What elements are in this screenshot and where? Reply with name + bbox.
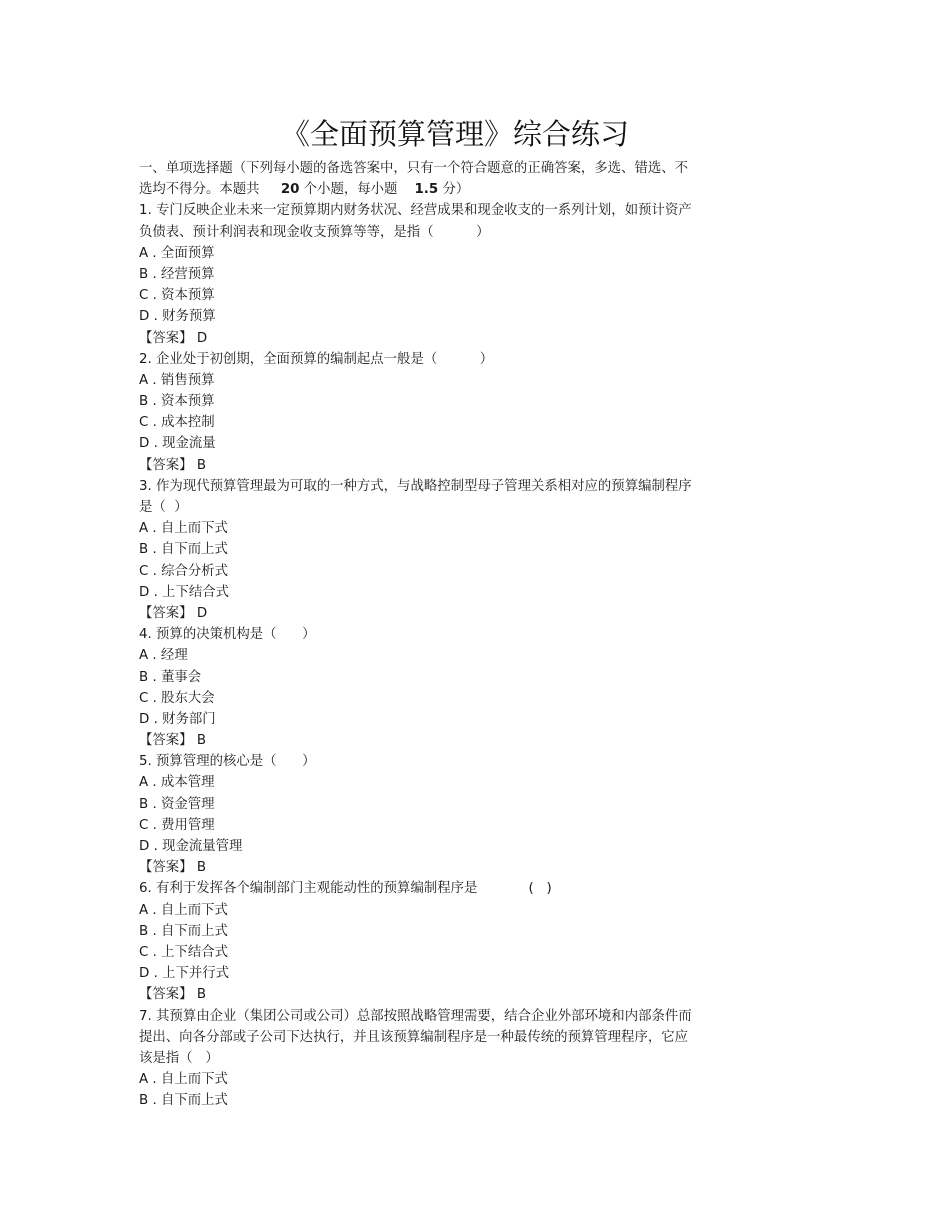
answer-line: 【答案】 D [139,605,208,621]
option-line: C . 股东大会 [139,690,215,706]
option-line: D . 上下并行式 [139,966,230,982]
question-line: 4. 预算的决策机构是（ ） [139,627,316,643]
question-score: 1.5 [414,182,439,198]
option-line: C . 综合分析式 [139,563,229,579]
option-line: A . 销售预算 [139,372,215,388]
question-line: 1. 专门反映企业未来一定预算期内财务状况、经营成果和现金收支的一系列计划，如预计资产 [139,203,692,219]
answer-line: 【答案】 B [139,457,207,473]
option-line: B . 经营预算 [139,266,215,282]
option-line: D . 现金流量 [139,436,216,452]
option-line: A . 自上而下式 [139,902,228,918]
option-line: C . 成本控制 [139,415,215,431]
question-count: 20 [280,182,300,198]
document-body [139,158,745,1111]
section-text-a: 选均不得分。本题共 [139,182,260,198]
option-line: C . 上下结合式 [139,944,229,960]
question-line: 5. 预算管理的核心是（ ） [139,754,316,770]
answer-line: 【答案】 B [139,860,207,876]
document-title: 《全面预算管理》综合练习 [280,117,629,151]
option-line: D . 上下结合式 [139,584,230,600]
answer-line: 【答案】 D [139,330,208,346]
question-line: 2. 企业处于初创期，全面预算的编制起点一般是（ ） [139,351,494,367]
option-line: A . 全面预算 [139,245,215,261]
question-continuation-line: 负债表、预计利润表和现金收支预算等等，是指（ ） [139,224,490,240]
option-line: B . 自下而上式 [139,923,228,939]
section-text-c: 分） [442,182,470,198]
section-heading-line-1: 一、单项选择题（下列每小题的备选答案中，只有一个符合题意的正确答案，多选、错选、不 [139,161,689,176]
question-continuation-line: 提出、向各分部或子公司下达执行，并且该预算编制程序是一种最传统的预算管理程序，它应 [139,1029,689,1045]
option-line: D . 财务部门 [139,711,216,727]
option-line: A . 自上而下式 [139,1072,228,1088]
question-continuation-line: 是（ ） [139,500,188,515]
option-line: A . 经理 [139,648,188,664]
answer-line: 【答案】 B [139,733,207,749]
answer-line: 【答案】 B [139,987,207,1003]
question-line: 3. 作为现代预算管理最为可取的一种方式，与战略控制型母子管理关系相对应的预算编制程序 [139,478,692,494]
section-heading-line-2 [139,179,745,200]
option-line: B . 自下而上式 [139,1093,228,1109]
question-line: 6. 有利于发挥各个编制部门主观能动性的预算编制程序是 ( ) [139,881,552,897]
section-text-b: 个小题，每小题 [303,182,398,198]
option-line: D . 财务预算 [139,309,216,325]
option-line: B . 资本预算 [139,394,215,410]
option-line: C . 资本预算 [139,288,215,304]
option-line: B . 董事会 [139,669,202,685]
option-line: C . 费用管理 [139,817,215,833]
option-line: B . 资金管理 [139,796,215,812]
question-list [139,200,745,1111]
question-line: 7. 其预算由企业（集团公司或公司）总部按照战略管理需要，结合企业外部环境和内部条件而 [139,1008,692,1024]
question-continuation-line: 该是指（ ） [139,1050,219,1066]
option-line: A . 成本管理 [139,775,215,791]
option-line: A . 自上而下式 [139,521,228,537]
option-line: D . 现金流量管理 [139,839,243,854]
option-line: B . 自下而上式 [139,542,228,558]
